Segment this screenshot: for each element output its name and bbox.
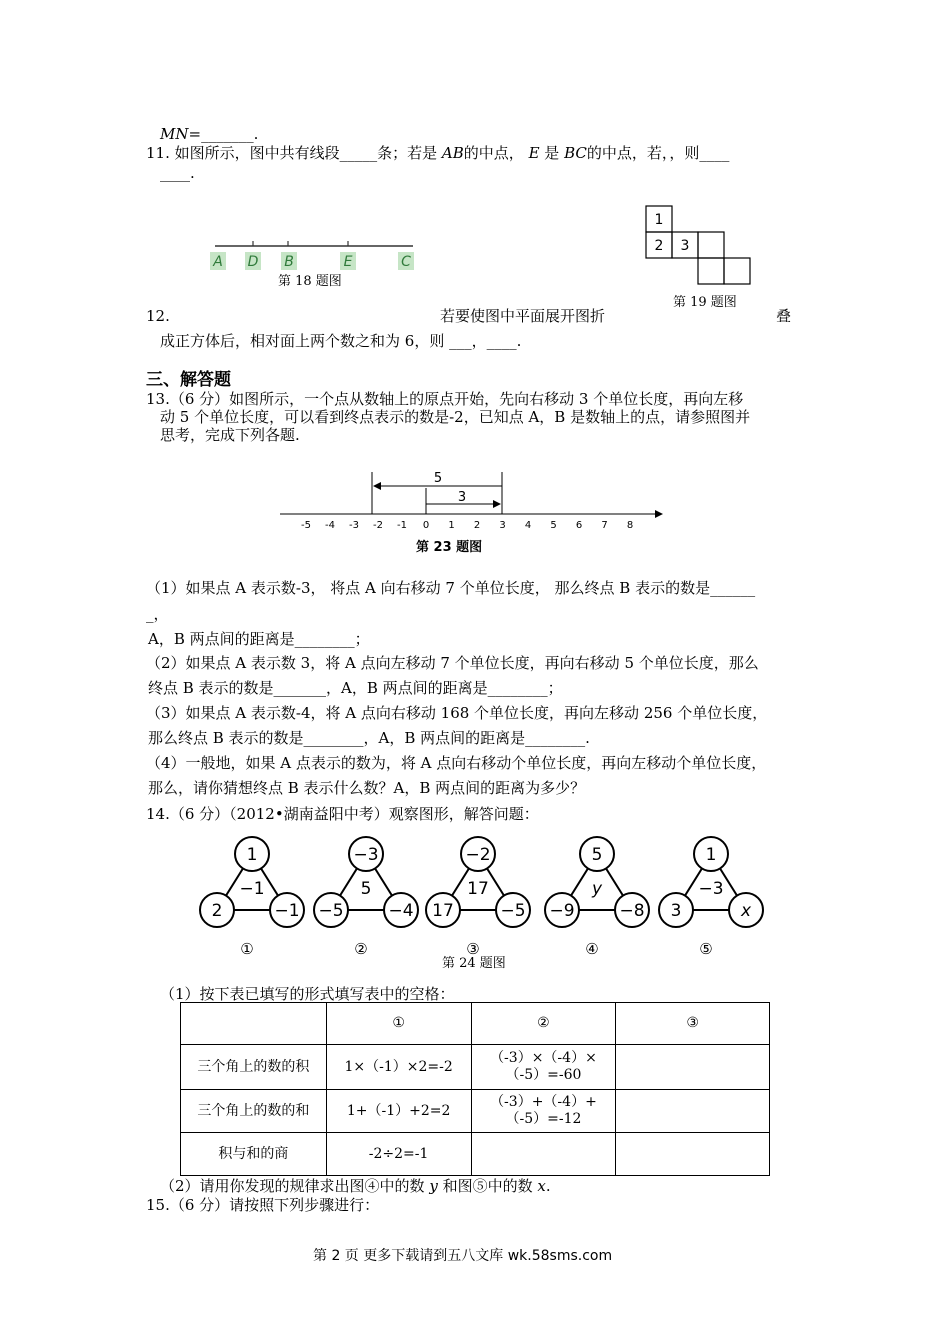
vertex-number-right: −5 xyxy=(500,901,526,921)
q13-line3: 思考，完成下列各题. xyxy=(160,426,300,444)
center-number: −1 xyxy=(239,879,265,899)
net-cell-4 xyxy=(698,232,724,258)
q13-line1: 13.（6 分）如图所示，一个点从数轴上的原点开始，先向右移动 3 个单位长度，再向左移 xyxy=(146,390,744,408)
vertex-number-left: 17 xyxy=(432,901,454,921)
q14-var-y: y xyxy=(429,1177,438,1195)
tick-label: 0 xyxy=(422,520,430,531)
vertex-number-left: −5 xyxy=(318,901,344,921)
tick-label: 3 xyxy=(499,520,506,531)
tick-label: -1 xyxy=(397,520,407,531)
tick-label: 5 xyxy=(550,520,557,531)
center-number: 5 xyxy=(360,879,372,899)
triangle-figure xyxy=(659,837,763,958)
tick-label: -4 xyxy=(325,520,335,531)
q13-part4-b: 那么，请你猜想终点 B 表示什么数？A，B 两点间的距离为多少？ xyxy=(148,779,586,797)
row-label-sum: 三个角上的数的和 xyxy=(181,1090,327,1133)
figure-23-number-line xyxy=(280,462,670,534)
q13-part2-b: 终点 B 表示的数是_______，A，B 两点间的距离是________； xyxy=(148,679,563,697)
vertex-number-top: 1 xyxy=(705,845,717,865)
fig19-caption: 第 19 题图 xyxy=(673,295,737,310)
q13-line2: 动 5 个单位长度，可以看到终点表示的数是-2，已知点 A，B 是数轴上的点，请参照图并 xyxy=(160,408,751,426)
point-b-label: B xyxy=(284,254,294,270)
vertex-number-right: −4 xyxy=(388,901,414,921)
q13-part4-a: （4）一般地，如果 A 点表示的数为，将 A 点向右移动个单位长度，再向左移动个单位长度， xyxy=(146,754,767,772)
tick-label: 2 xyxy=(473,520,481,531)
q11-text-b: 的中点， xyxy=(463,144,524,162)
tick-label: 7 xyxy=(601,520,608,531)
point-a-label: A xyxy=(213,254,223,270)
cell-sum-3[interactable] xyxy=(616,1090,770,1133)
figure-24-triangles xyxy=(195,834,770,964)
arrow-label-5: 5 xyxy=(433,471,443,486)
q13-part1-a: （1）如果点 A 表示数-3， 将点 A 向右移动 7 个单位长度， 那么终点 B 表示的数是______ xyxy=(146,579,756,597)
tick-label: 8 xyxy=(626,520,634,531)
vertex-number-right: −8 xyxy=(619,901,645,921)
tick-label: 1 xyxy=(448,520,455,531)
point-c-label: C xyxy=(401,254,411,270)
figure-label: ⑤ xyxy=(699,940,713,958)
row-label-product: 三个角上的数的积 xyxy=(181,1045,327,1090)
q10-label: MN= xyxy=(160,125,202,143)
q14-part2-b: 和图⑤中的数 xyxy=(442,1177,533,1195)
net-cell-5 xyxy=(698,258,724,284)
q12-text-b: 叠 xyxy=(776,307,792,325)
q15-line: 15.（6 分）请按照下列步骤进行： xyxy=(146,1196,380,1214)
table-header-row xyxy=(181,1003,770,1045)
table-header-2: ② xyxy=(471,1003,616,1045)
q11-line2: ____. xyxy=(160,164,195,182)
triangle-figure xyxy=(200,837,304,958)
vertex-number-left: −9 xyxy=(549,901,575,921)
q13-part2-a: （2）如果点 A 表示数 3，将 A 点向左移动 7 个单位长度，再向右移动 5 个单位长度，那么 xyxy=(146,654,759,672)
figure-18-segment xyxy=(205,236,425,272)
figure-label: ④ xyxy=(585,940,599,958)
fig18-caption: 第 18 题图 xyxy=(278,274,342,289)
q13-part1-c: A，B 两点间的距离是________； xyxy=(148,630,370,648)
row-label-quotient: 积与和的商 xyxy=(181,1133,327,1176)
table-row-product xyxy=(181,1045,770,1090)
vertex-number-top: 1 xyxy=(246,845,258,865)
net-number-3: 3 xyxy=(680,238,690,254)
q10-blank: _______. xyxy=(201,125,259,143)
table-row-sum xyxy=(181,1090,770,1133)
table-row-quotient xyxy=(181,1133,770,1176)
cell-product-1: 1×（-1）×2=-2 xyxy=(326,1045,471,1090)
section-heading: 三、解答题 xyxy=(146,370,231,390)
fig24-caption: 第 24 题图 xyxy=(442,956,506,971)
vertex-number-left: 3 xyxy=(670,901,682,921)
q14-part2 xyxy=(160,1176,551,1196)
net-cell-6 xyxy=(724,258,750,284)
tick-label: -3 xyxy=(349,520,359,531)
figure-label: ① xyxy=(240,940,254,958)
arrow-label-3: 3 xyxy=(457,490,467,505)
q12-number: 12. xyxy=(146,307,170,325)
point-d-label: D xyxy=(247,254,259,270)
q14-part2-a: （2）请用你发现的规律求出图④中的数 xyxy=(160,1177,425,1195)
net-number-2: 2 xyxy=(654,238,664,254)
cell-sum-1: 1+（-1）+2=2 xyxy=(326,1090,471,1133)
figure-19-cube-net xyxy=(644,204,756,288)
q14-table xyxy=(180,1002,770,1176)
fig23-caption: 第 23 题图 xyxy=(416,540,483,555)
page-footer: 第 2 页 更多下载请到五八文库 wk.58sms.com xyxy=(313,1248,613,1264)
cell-quotient-2[interactable] xyxy=(471,1133,616,1176)
vertex-number-right: −1 xyxy=(274,901,300,921)
net-number-1: 1 xyxy=(654,212,664,228)
q13-part3-a: （3）如果点 A 表示数-4，将 A 点向右移动 168 个单位长度，再向左移动 256 个单位长度， xyxy=(146,704,768,722)
q12-text-a: 若要使图中平面展开图折 xyxy=(440,307,606,325)
q10-tail xyxy=(160,124,258,144)
tick-label: 4 xyxy=(524,520,532,531)
q11-text-a: 11. 如图所示，图中共有线段_____条；若是 xyxy=(146,144,438,162)
q11-text-d: 的中点，若，，则____ xyxy=(586,144,730,162)
cell-sum-2: （-3）+（-4）+（-5）=-12 xyxy=(471,1090,616,1133)
center-number: 17 xyxy=(467,879,489,899)
q14-part1: （1）按下表已填写的形式填写表中的空格： xyxy=(160,985,455,1003)
center-number: y xyxy=(591,879,603,899)
q11-bc: BC xyxy=(564,144,587,162)
q14-part2-c: . xyxy=(545,1177,551,1195)
tick-label: 6 xyxy=(575,520,583,531)
q11-e: E xyxy=(528,144,540,162)
vertex-number-right: x xyxy=(740,901,752,921)
vertex-number-top: 5 xyxy=(591,845,603,865)
vertex-number-top: −2 xyxy=(465,845,491,865)
point-e-label: E xyxy=(343,254,353,270)
cell-product-3[interactable] xyxy=(616,1045,770,1090)
q11-line1 xyxy=(146,143,729,163)
tick-label: -2 xyxy=(373,520,383,531)
table-header-3: ③ xyxy=(616,1003,770,1045)
figure-label: ③ xyxy=(466,940,480,958)
cell-quotient-3[interactable] xyxy=(616,1133,770,1176)
center-number: −3 xyxy=(698,879,724,899)
q14-var-x: x xyxy=(537,1177,546,1195)
triangle-figure xyxy=(545,837,649,958)
q14-header: 14.（6 分）（2012•湖南益阳中考）观察图形，解答问题： xyxy=(146,805,539,823)
q11-text-c: 是 xyxy=(544,144,560,162)
triangle-figure xyxy=(426,837,530,958)
tick-label: -5 xyxy=(301,520,311,531)
axis-tick-labels xyxy=(301,520,633,531)
triangle-figure xyxy=(314,837,418,958)
cell-quotient-1: -2÷2=-1 xyxy=(326,1133,471,1176)
vertex-number-left: 2 xyxy=(211,901,223,921)
q13-part1-b: _， xyxy=(146,605,169,623)
q11-ab: AB xyxy=(441,144,464,162)
triangle-figures xyxy=(200,837,763,958)
figure-label: ② xyxy=(354,940,368,958)
q13-part3-b: 那么终点 B 表示的数是________，A，B 两点间的距离是________. xyxy=(148,729,590,747)
vertex-number-top: −3 xyxy=(353,845,379,865)
cell-product-2: （-3）×（-4）×（-5）=-60 xyxy=(471,1045,616,1090)
table-header-blank xyxy=(181,1003,327,1045)
q12-line2: 成正方体后，相对面上两个数之和为 6，则 ___，____. xyxy=(160,332,522,350)
table-header-1: ① xyxy=(326,1003,471,1045)
